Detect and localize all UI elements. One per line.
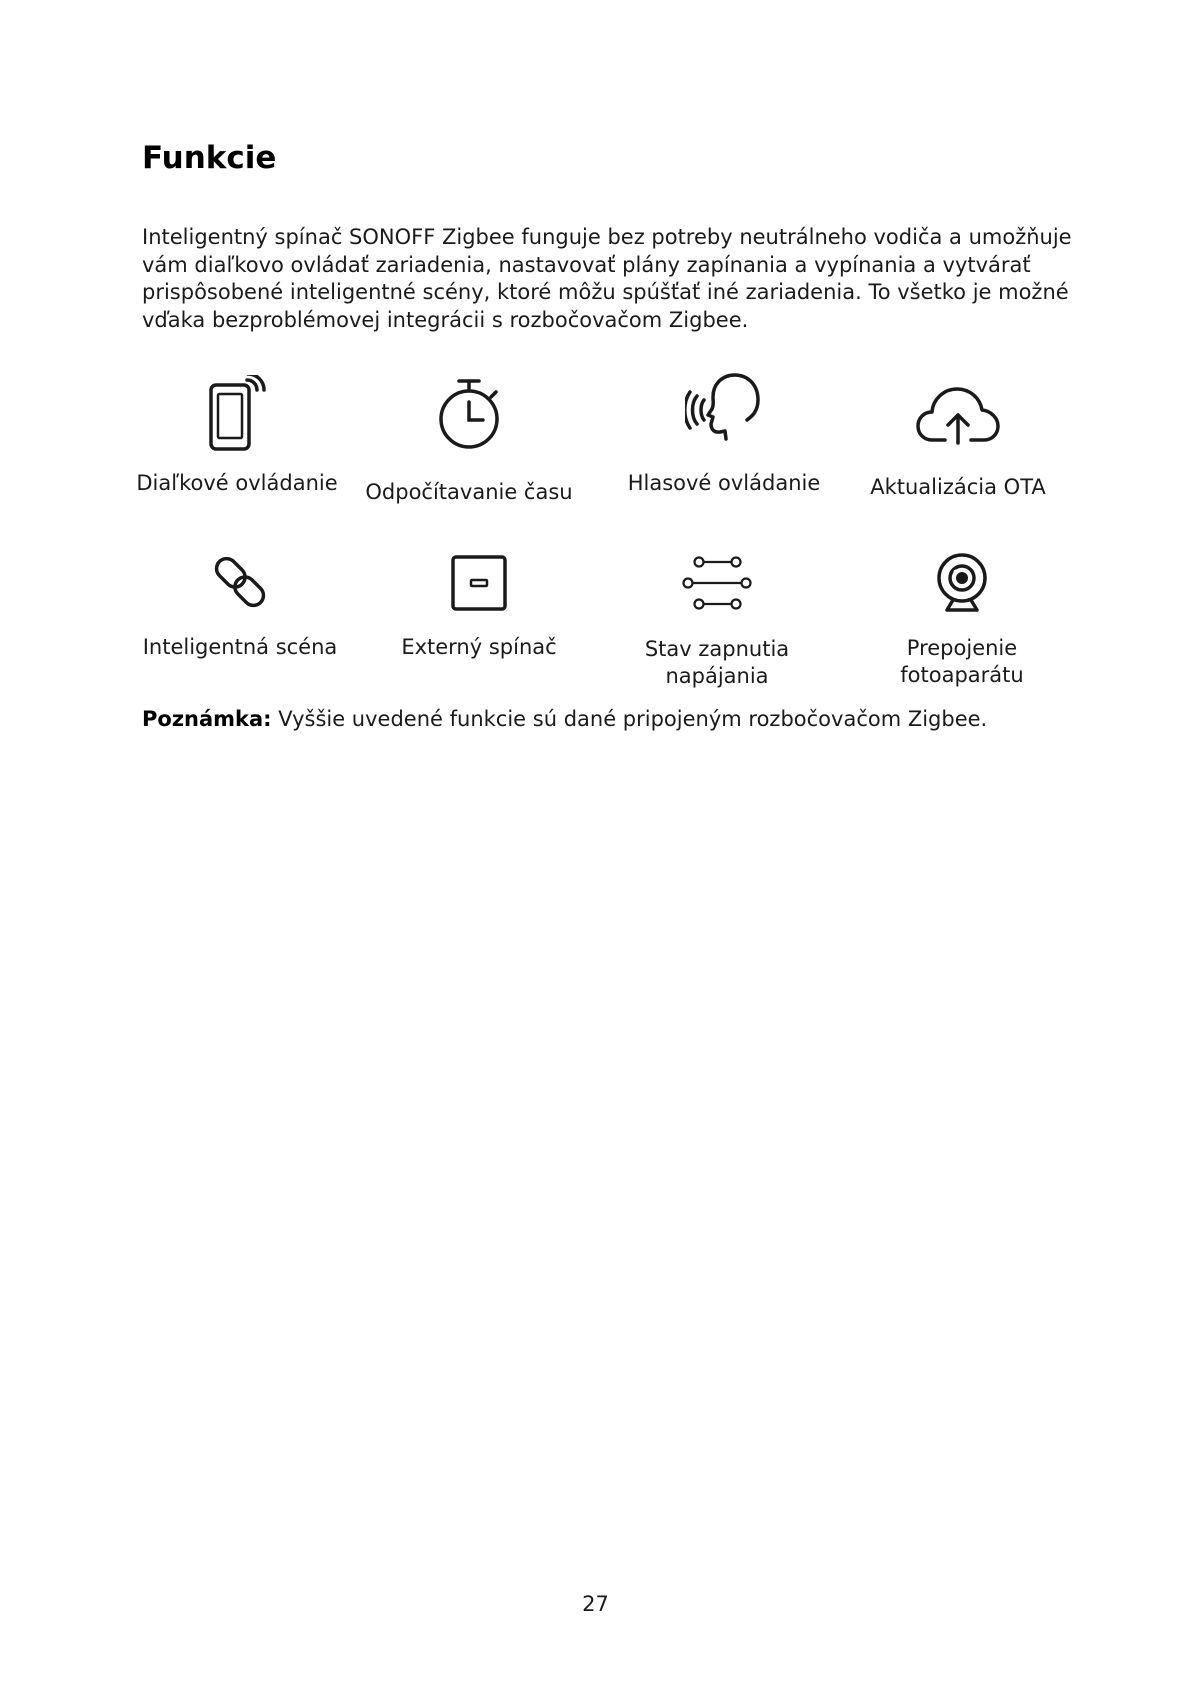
note-text: Vyššie uvedené funkcie sú dané pripojeným rozbočovačom Zigbee. [271,707,988,731]
page-title: Funkcie [142,140,277,176]
feature-label-line2: napájania [665,664,769,688]
note-label: Poznámka: [142,707,272,731]
webcam-icon [933,552,991,614]
power-state-sliders-icon [681,556,753,610]
feature-label: Hlasové ovládanie [627,471,821,495]
feature-label: Externý spínač [401,635,557,659]
feature-label-line2: fotoaparátu [900,663,1024,687]
smartphone-signal-icon [207,375,267,451]
cloud-upload-icon [915,385,1001,447]
note [142,706,987,734]
feature-label: Odpočítavanie času [365,480,573,504]
feature-label: Aktualizácia OTA [870,475,1046,499]
page-number: 27 [582,1592,609,1616]
feature-label-line1: Prepojenie [906,636,1018,660]
feature-label: Inteligentná scéna [142,635,338,659]
link-icon [210,552,270,612]
feature-label: Diaľkové ovládanie [136,471,338,495]
stopwatch-icon [435,378,503,450]
switch-icon [450,554,508,612]
feature-label-line1: Stav zapnutia [644,637,790,661]
intro-paragraph: Inteligentný spínač SONOFF Zigbee funguje bez potreby neutrálneho vodiča a umožňuje vám diaľkovo ovládať zariadenia, nastavovať plány zapínania a vypínania a vytvárať prispôsobené inteligentné scény, ktoré môžu spúšťať iné zariadenia. To všetko je možné vďaka bezproblémovej integrácii s rozbočovačom Zigbee. [142,225,1072,332]
voice-head-icon [685,372,763,442]
